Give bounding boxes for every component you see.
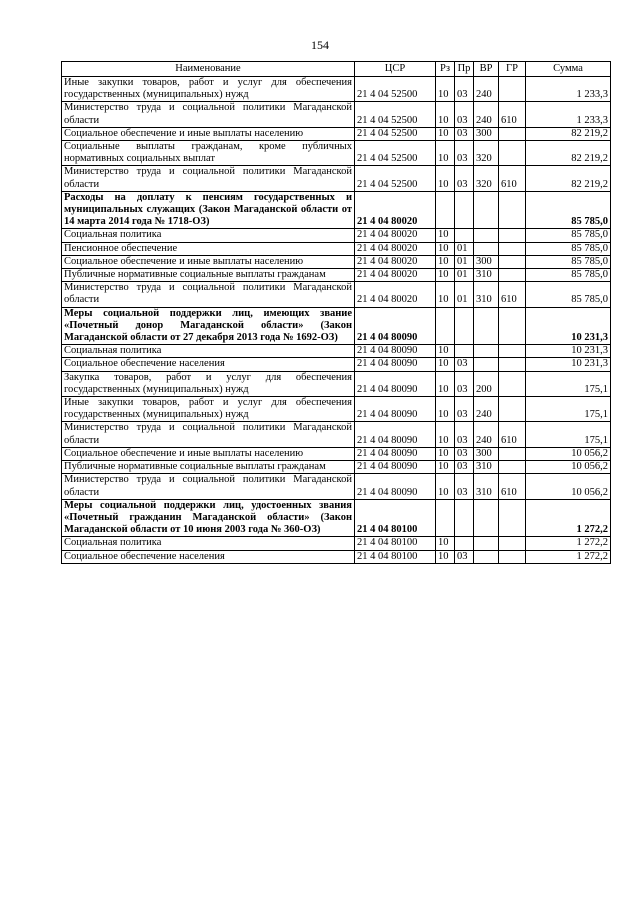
cell-vr: [474, 537, 499, 550]
cell-rz: 10: [436, 537, 455, 550]
cell-sum: 85 785,0: [526, 269, 611, 282]
cell-sum: 10 231,3: [526, 345, 611, 358]
cell-vr: [474, 358, 499, 371]
cell-rz: 10: [436, 102, 455, 127]
cell-csr: 21 4 04 80090: [355, 461, 436, 474]
cell-pr: 03: [455, 422, 474, 447]
cell-gr: [499, 461, 526, 474]
cell-pr: 03: [455, 166, 474, 191]
cell-pr: [455, 499, 474, 537]
cell-name: Публичные нормативные социальные выплаты гражданам: [62, 269, 355, 282]
cell-csr: 21 4 04 80090: [355, 474, 436, 499]
cell-name: Социальные выплаты гражданам, кроме публичных нормативных социальных выплат: [62, 141, 355, 166]
cell-rz: [436, 191, 455, 229]
table-body: [62, 77, 611, 564]
table-row: [62, 537, 611, 550]
cell-vr: [474, 242, 499, 255]
cell-csr: 21 4 04 80020: [355, 255, 436, 268]
cell-rz: 10: [436, 229, 455, 242]
cell-gr: [499, 345, 526, 358]
cell-gr: [499, 499, 526, 537]
cell-pr: 03: [455, 397, 474, 422]
cell-vr: 310: [474, 474, 499, 499]
cell-csr: 21 4 04 80020: [355, 191, 436, 229]
header-gr: ГР: [499, 62, 526, 77]
cell-pr: 01: [455, 255, 474, 268]
cell-vr: 320: [474, 141, 499, 166]
header-pr: Пр: [455, 62, 474, 77]
cell-csr: 21 4 04 80090: [355, 307, 436, 345]
cell-sum: 1 233,3: [526, 102, 611, 127]
cell-csr: 21 4 04 80100: [355, 550, 436, 563]
cell-name: Меры социальной поддержки лиц, удостоенных звания «Почетный гражданин Магаданской области» (Закон Магаданской области от 10 июня 2003 года № 360-ОЗ): [62, 499, 355, 537]
cell-gr: 610: [499, 282, 526, 307]
cell-vr: 240: [474, 397, 499, 422]
cell-rz: 10: [436, 550, 455, 563]
cell-name: Социальная политика: [62, 537, 355, 550]
cell-rz: 10: [436, 77, 455, 102]
cell-rz: 10: [436, 358, 455, 371]
cell-gr: 610: [499, 474, 526, 499]
cell-rz: [436, 307, 455, 345]
cell-csr: 21 4 04 52500: [355, 102, 436, 127]
cell-name: Министерство труда и социальной политики Магаданской области: [62, 282, 355, 307]
budget-table: [61, 61, 611, 564]
cell-sum: 82 219,2: [526, 127, 611, 140]
cell-gr: [499, 229, 526, 242]
cell-name: Закупка товаров, работ и услуг для обеспечения государственных (муниципальных) нужд: [62, 371, 355, 396]
cell-vr: [474, 191, 499, 229]
cell-name: Социальное обеспечение и иные выплаты населению: [62, 447, 355, 460]
cell-csr: 21 4 04 52500: [355, 77, 436, 102]
table-row: [62, 397, 611, 422]
header-sum: Сумма: [526, 62, 611, 77]
table-row: [62, 371, 611, 396]
table-row: [62, 77, 611, 102]
cell-name: Иные закупки товаров, работ и услуг для обеспечения государственных (муниципальных) нужд: [62, 77, 355, 102]
cell-name: Меры социальной поддержки лиц, имеющих звание «Почетный донор Магаданской области» (Закон Магаданской области от 27 декабря 2013 года № 1692-ОЗ): [62, 307, 355, 345]
table-row: [62, 255, 611, 268]
cell-sum: 82 219,2: [526, 141, 611, 166]
cell-vr: 310: [474, 461, 499, 474]
cell-csr: 21 4 04 52500: [355, 166, 436, 191]
header-name: Наименование: [62, 62, 355, 77]
table-row: [62, 499, 611, 537]
table-header-row: [62, 62, 611, 77]
cell-rz: 10: [436, 255, 455, 268]
cell-sum: 85 785,0: [526, 282, 611, 307]
cell-vr: 320: [474, 166, 499, 191]
cell-csr: 21 4 04 80020: [355, 282, 436, 307]
cell-name: Социальная политика: [62, 345, 355, 358]
table-row: [62, 422, 611, 447]
cell-sum: 1 272,2: [526, 499, 611, 537]
cell-sum: 1 272,2: [526, 550, 611, 563]
cell-csr: 21 4 04 80090: [355, 447, 436, 460]
table-row: [62, 229, 611, 242]
cell-sum: 10 056,2: [526, 474, 611, 499]
cell-name: Министерство труда и социальной политики Магаданской области: [62, 166, 355, 191]
cell-name: Министерство труда и социальной политики Магаданской области: [62, 422, 355, 447]
cell-pr: [455, 191, 474, 229]
cell-csr: 21 4 04 80020: [355, 269, 436, 282]
cell-gr: [499, 371, 526, 396]
cell-gr: 610: [499, 102, 526, 127]
cell-sum: 175,1: [526, 422, 611, 447]
cell-name: Социальное обеспечение и иные выплаты населению: [62, 255, 355, 268]
cell-csr: 21 4 04 80090: [355, 371, 436, 396]
table-row: [62, 358, 611, 371]
table-row: [62, 461, 611, 474]
header-csr: ЦСР: [355, 62, 436, 77]
cell-rz: 10: [436, 461, 455, 474]
table-row: [62, 447, 611, 460]
table-row: [62, 345, 611, 358]
table-row: [62, 282, 611, 307]
cell-rz: 10: [436, 397, 455, 422]
cell-pr: 01: [455, 282, 474, 307]
cell-pr: [455, 345, 474, 358]
cell-rz: 10: [436, 269, 455, 282]
cell-rz: 10: [436, 371, 455, 396]
cell-pr: 03: [455, 358, 474, 371]
cell-rz: 10: [436, 422, 455, 447]
table-row: [62, 307, 611, 345]
cell-vr: 310: [474, 282, 499, 307]
cell-pr: 03: [455, 447, 474, 460]
cell-csr: 21 4 04 52500: [355, 141, 436, 166]
cell-sum: 10 056,2: [526, 447, 611, 460]
cell-rz: 10: [436, 282, 455, 307]
cell-pr: 03: [455, 127, 474, 140]
table-row: [62, 127, 611, 140]
cell-sum: 82 219,2: [526, 166, 611, 191]
cell-gr: [499, 127, 526, 140]
page-number: 154: [311, 38, 329, 52]
cell-name: Министерство труда и социальной политики Магаданской области: [62, 474, 355, 499]
cell-name: Пенсионное обеспечение: [62, 242, 355, 255]
cell-rz: 10: [436, 447, 455, 460]
cell-gr: [499, 255, 526, 268]
cell-csr: 21 4 04 80090: [355, 345, 436, 358]
cell-csr: 21 4 04 80090: [355, 422, 436, 447]
cell-csr: 21 4 04 80100: [355, 537, 436, 550]
cell-vr: 300: [474, 127, 499, 140]
cell-pr: 03: [455, 77, 474, 102]
cell-gr: [499, 397, 526, 422]
cell-gr: [499, 537, 526, 550]
cell-sum: 85 785,0: [526, 242, 611, 255]
cell-csr: 21 4 04 80090: [355, 397, 436, 422]
cell-sum: 85 785,0: [526, 191, 611, 229]
cell-sum: 175,1: [526, 397, 611, 422]
cell-name: Социальное обеспечение и иные выплаты населению: [62, 127, 355, 140]
cell-vr: [474, 345, 499, 358]
cell-vr: 240: [474, 102, 499, 127]
header-rz: Рз: [436, 62, 455, 77]
cell-name: Иные закупки товаров, работ и услуг для обеспечения государственных (муниципальных) нужд: [62, 397, 355, 422]
table-row: [62, 242, 611, 255]
cell-csr: 21 4 04 80020: [355, 242, 436, 255]
table-row: [62, 474, 611, 499]
cell-name: Социальное обеспечение населения: [62, 550, 355, 563]
header-vr: ВР: [474, 62, 499, 77]
cell-pr: 01: [455, 269, 474, 282]
cell-vr: 300: [474, 255, 499, 268]
cell-sum: 1 233,3: [526, 77, 611, 102]
table-row: [62, 166, 611, 191]
cell-rz: 10: [436, 474, 455, 499]
cell-sum: 10 231,3: [526, 307, 611, 345]
cell-sum: 10 231,3: [526, 358, 611, 371]
cell-name: Публичные нормативные социальные выплаты гражданам: [62, 461, 355, 474]
cell-gr: [499, 358, 526, 371]
table-row: [62, 550, 611, 563]
cell-pr: [455, 229, 474, 242]
table-row: [62, 269, 611, 282]
cell-vr: [474, 550, 499, 563]
cell-pr: 03: [455, 461, 474, 474]
cell-gr: [499, 242, 526, 255]
cell-vr: 200: [474, 371, 499, 396]
cell-vr: 300: [474, 447, 499, 460]
cell-pr: 01: [455, 242, 474, 255]
cell-sum: 85 785,0: [526, 229, 611, 242]
cell-name: Социальное обеспечение населения: [62, 358, 355, 371]
cell-vr: 310: [474, 269, 499, 282]
cell-gr: [499, 77, 526, 102]
cell-csr: 21 4 04 80020: [355, 229, 436, 242]
cell-csr: 21 4 04 80100: [355, 499, 436, 537]
cell-csr: 21 4 04 52500: [355, 127, 436, 140]
cell-pr: 03: [455, 371, 474, 396]
cell-pr: 03: [455, 550, 474, 563]
cell-sum: 1 272,2: [526, 537, 611, 550]
cell-vr: 240: [474, 77, 499, 102]
cell-pr: [455, 307, 474, 345]
cell-rz: 10: [436, 345, 455, 358]
cell-rz: 10: [436, 141, 455, 166]
cell-name: Расходы на доплату к пенсиям государственных и муниципальных служащих (Закон Магаданской области от 14 марта 2014 года № 1718-ОЗ): [62, 191, 355, 229]
cell-gr: [499, 191, 526, 229]
cell-name: Министерство труда и социальной политики Магаданской области: [62, 102, 355, 127]
cell-gr: [499, 307, 526, 345]
cell-gr: [499, 269, 526, 282]
cell-vr: [474, 499, 499, 537]
cell-vr: [474, 307, 499, 345]
cell-gr: [499, 447, 526, 460]
cell-gr: 610: [499, 166, 526, 191]
cell-sum: 175,1: [526, 371, 611, 396]
cell-gr: [499, 141, 526, 166]
cell-sum: 10 056,2: [526, 461, 611, 474]
cell-rz: 10: [436, 166, 455, 191]
cell-pr: 03: [455, 141, 474, 166]
cell-csr: 21 4 04 80090: [355, 358, 436, 371]
table-row: [62, 102, 611, 127]
cell-name: Социальная политика: [62, 229, 355, 242]
cell-pr: 03: [455, 474, 474, 499]
cell-gr: 610: [499, 422, 526, 447]
cell-rz: [436, 499, 455, 537]
cell-pr: [455, 537, 474, 550]
cell-vr: 240: [474, 422, 499, 447]
cell-pr: 03: [455, 102, 474, 127]
cell-gr: [499, 550, 526, 563]
table-row: [62, 141, 611, 166]
cell-vr: [474, 229, 499, 242]
table-row: [62, 191, 611, 229]
cell-rz: 10: [436, 127, 455, 140]
cell-sum: 85 785,0: [526, 255, 611, 268]
cell-rz: 10: [436, 242, 455, 255]
